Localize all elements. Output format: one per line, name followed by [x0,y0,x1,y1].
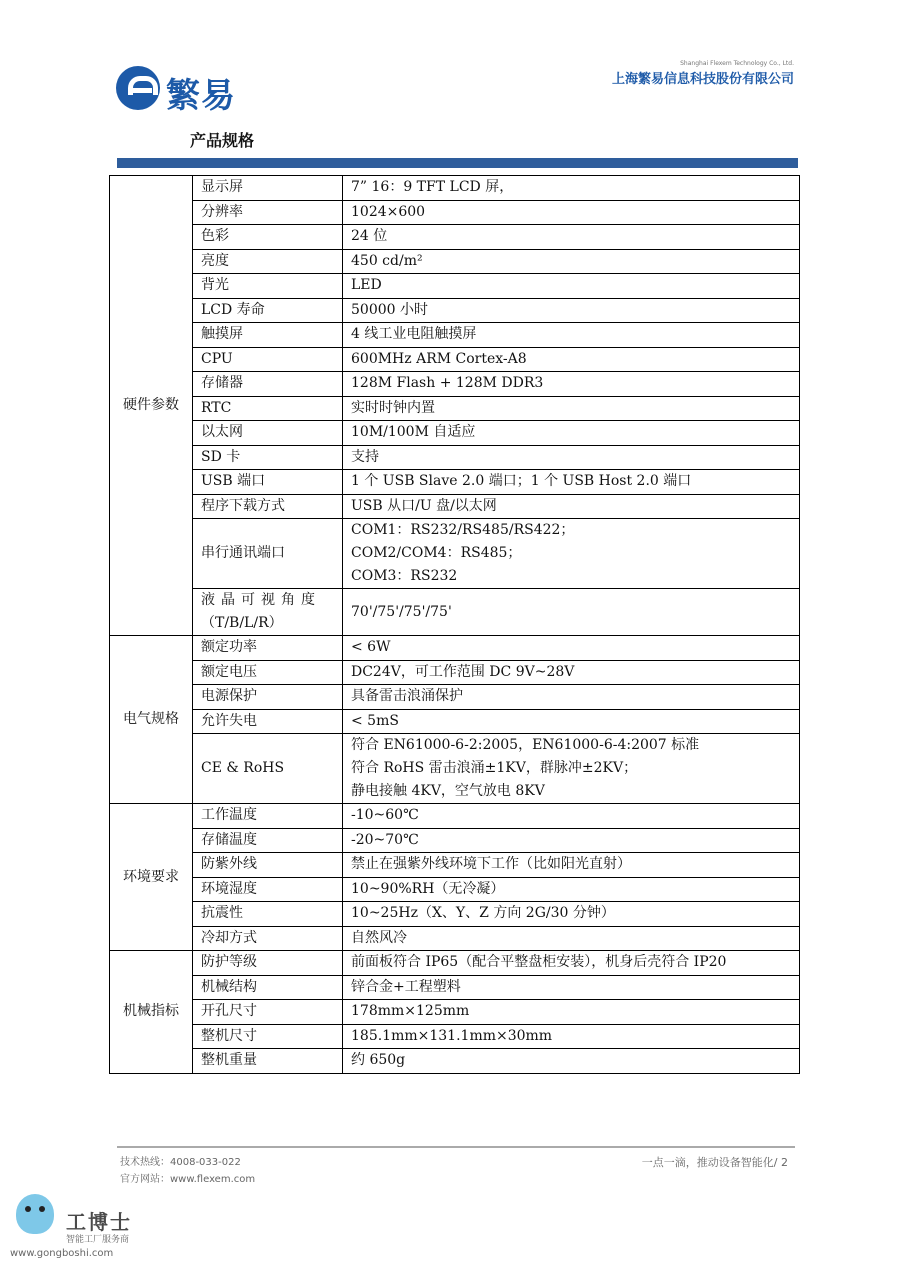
value-cell: 24 位 [343,225,800,250]
table-row [110,877,800,902]
value-cell: 约 650g [343,1049,800,1074]
value-cell: 50000 小时 [343,298,800,323]
param-cell: 机械结构 [193,975,343,1000]
value-cell: 178mm×125mm [343,1000,800,1025]
value-cell: 10~90%RH（无冷凝） [343,877,800,902]
watermark-subtitle: 智能工厂服务商 [66,1235,130,1245]
company-name-block [612,60,794,87]
footer-contact [120,1154,255,1188]
footer-slogan: 一点一滴，推动设备智能化/ 2 [641,1156,788,1169]
param-cell: 整机重量 [193,1049,343,1074]
value-cell: < 6W [343,636,800,661]
value-line: 静电接触 4KV，空气放电 8KV [351,783,545,799]
param-cell: 存储温度 [193,828,343,853]
value-cell: 1024×600 [343,200,800,225]
param-cell: CPU [193,347,343,372]
value-cell: 前面板符合 IP65（配合平整盘柜安装），机身后壳符合 IP20 [343,951,800,976]
watermark-name: 工博士 [66,1210,132,1234]
value-cell: 实时时钟内置 [343,396,800,421]
param-cell: 工作温度 [193,804,343,829]
param-cell: 显示屏 [193,176,343,201]
value-line: 符合 RoHS 雷击浪涌±1KV，群脉冲±2KV； [351,760,638,776]
value-cell: 10~25Hz（X、Y、Z 方向 2G/30 分钟） [343,902,800,927]
param-cell: RTC [193,396,343,421]
param-cell: 程序下载方式 [193,494,343,519]
param-cell: 分辨率 [193,200,343,225]
value-cell: 600MHz ARM Cortex-A8 [343,347,800,372]
footer-website: 官方网站：www.flexem.com [120,1174,256,1185]
value-cell: 1 个 USB Slave 2.0 端口；1 个 USB Host 2.0 端口 [343,470,800,495]
param-cell: 环境湿度 [193,877,343,902]
value-cell: 锌合金+工程塑料 [343,975,800,1000]
value-cell: USB 从口/U 盘/以太网 [343,494,800,519]
table-row [110,323,800,348]
param-cell: 额定功率 [193,636,343,661]
value-cell: 自然风冷 [343,926,800,951]
param-cell: 背光 [193,274,343,299]
table-row [110,519,800,589]
table-row [110,804,800,829]
table-row [110,734,800,804]
param-cell: 防护等级 [193,951,343,976]
mascot-icon [16,1194,54,1234]
value-line: COM2/COM4：RS485； [351,545,522,561]
table-row [110,589,800,636]
value-cell: -20~70℃ [343,828,800,853]
param-cell: 电源保护 [193,685,343,710]
footer-divider [117,1146,795,1148]
table-row [110,445,800,470]
category-cell: 电气规格 [110,636,193,804]
header-divider-bar [117,158,798,168]
table-row [110,951,800,976]
table-row [110,421,800,446]
value-line: 符合 EN61000-6-2:2005，EN61000-6-4:2007 标准 [351,737,700,753]
value-cell: 185.1mm×131.1mm×30mm [343,1024,800,1049]
param-cell: 色彩 [193,225,343,250]
spec-table [109,175,800,1074]
value-line: COM1：RS232/RS485/RS422； [351,522,575,538]
value-cell: 禁止在强紫外线环境下工作（比如阳光直射） [343,853,800,878]
value-cell: 450 cd/m² [343,249,800,274]
value-cell: DC24V，可工作范围 DC 9V~28V [343,660,800,685]
category-cell: 环境要求 [110,804,193,951]
watermark [8,1188,158,1264]
table-row [110,347,800,372]
param-cell: 额定电压 [193,660,343,685]
param-cell: 允许失电 [193,709,343,734]
value-line: COM3：RS232 [351,568,458,584]
value-cell: 支持 [343,445,800,470]
table-row [110,274,800,299]
table-row [110,902,800,927]
section-title: 产品规格 [190,131,255,150]
value-cell: 128M Flash + 128M DDR3 [343,372,800,397]
value-cell: LED [343,274,800,299]
table-row [110,372,800,397]
value-cell: 70'/75'/75'/75' [343,589,800,636]
table-row [110,828,800,853]
param-cell: 抗震性 [193,902,343,927]
param-cell: 以太网 [193,421,343,446]
table-row [110,853,800,878]
category-cell: 硬件参数 [110,176,193,636]
table-row [110,1049,800,1074]
param-cell: SD 卡 [193,445,343,470]
param-cell: 冷却方式 [193,926,343,951]
param-cell: LCD 寿命 [193,298,343,323]
table-row [110,660,800,685]
param-cell: 存储器 [193,372,343,397]
table-row [110,225,800,250]
value-cell: < 5mS [343,709,800,734]
param-cell: 亮度 [193,249,343,274]
table-row [110,200,800,225]
table-row [110,926,800,951]
param-cell: USB 端口 [193,470,343,495]
table-row [110,176,800,201]
table-row [110,470,800,495]
table-row [110,709,800,734]
param-cell: CE & RoHS [193,734,343,804]
watermark-url: www.gongboshi.com [10,1248,114,1259]
logo-text: 繁易 [166,76,236,116]
value-cell-multiline [343,734,800,804]
param-cell: 开孔尺寸 [193,1000,343,1025]
value-cell: 10M/100M 自适应 [343,421,800,446]
company-name-cn: 上海繁易信息科技股份有限公司 [611,72,794,87]
table-row [110,685,800,710]
param-cell-multiline [193,589,343,636]
param-line: 液晶可视角度 [201,592,321,608]
table-row [110,975,800,1000]
table-row [110,1000,800,1025]
param-cell: 串行通讯端口 [193,519,343,589]
value-cell-multiline [343,519,800,589]
table-row [110,636,800,661]
param-cell: 防紫外线 [193,853,343,878]
company-name-en: Shanghai Flexem Technology Co., Ltd. [680,60,794,67]
param-cell: 整机尺寸 [193,1024,343,1049]
param-cell: 触摸屏 [193,323,343,348]
table-row [110,494,800,519]
company-logo [116,64,246,116]
value-cell: -10~60℃ [343,804,800,829]
value-cell: 7” 16：9 TFT LCD 屏， [343,176,800,201]
category-cell: 机械指标 [110,951,193,1074]
table-row [110,298,800,323]
table-row [110,396,800,421]
table-row [110,249,800,274]
value-cell: 具备雷击浪涌保护 [343,685,800,710]
table-row [110,1024,800,1049]
value-cell: 4 线工业电阻触摸屏 [343,323,800,348]
footer-hotline: 技术热线：4008-033-022 [120,1157,241,1168]
param-line: （T/B/L/R） [201,615,283,631]
flexem-logo-icon [116,66,160,110]
